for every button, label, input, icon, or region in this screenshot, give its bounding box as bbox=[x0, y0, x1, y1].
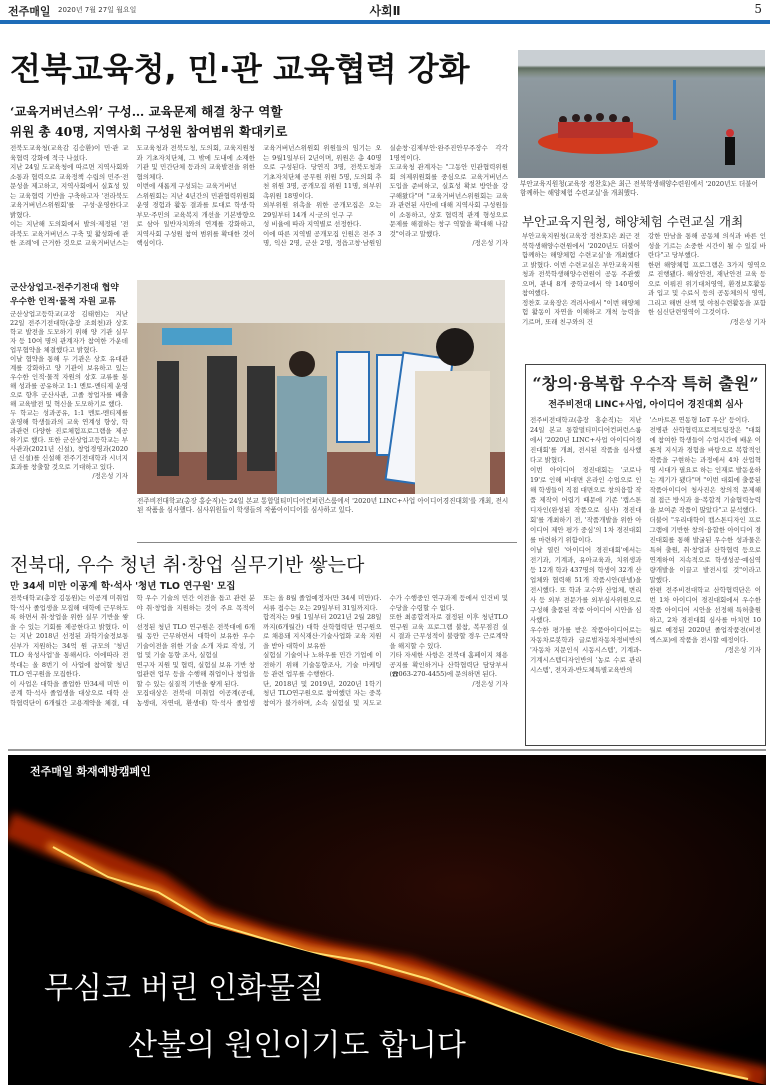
lead-headline: 전북교육청, 민·관 교육협력 강화 bbox=[10, 50, 470, 88]
jbnu-col-2: 이 사업은 대학을 졸업한 만34세 미만 이공계 학·석사 졸업생을 대상으로 대학 산학협력단이 6개월간 고용계약을 체결, 대학 우수 기술의 민간 이전을 돕고 관련 분야 취·창업을 지원하는 것이 주요 목적이다. 선정된 청년 TLO 연구원은 전북대에 6개월 동안 근무하면서 대학이 보유한 우수 기술이전을 위한 기술 소개 자료 작성, 기업 및 기술 동향 조사, 실험실 bbox=[10, 594, 255, 707]
lead-subhead-2: 위원 총 40명, 지역사회 구성원 참여범위 확대키로 bbox=[10, 124, 288, 139]
linc-article-box bbox=[525, 364, 766, 746]
page-number: 5 bbox=[754, 2, 762, 16]
gunsan-headline-2: 우수한 인적·물적 자원 교류 bbox=[10, 297, 117, 307]
lead-body bbox=[10, 144, 508, 249]
jbnu-subhead: 만 34세 미만 이공계 학·석사 '청년 TLO 연구원' 모집 bbox=[10, 581, 236, 592]
lead-col-1: 전북도교육청(교육감 김승환)이 민·관 교육협력 강화에 적극 나섰다. 지난 24일 도교육청에 따르면 지역사회와 소통과 협력으로 교육정책 수립의 민주·전문성을 제고하고, 지역사회에서 실효성 있는 교육협력 기반을 구축하고자 '전라북도 교육거버넌스위원회'를 구성·운영한다고 밝혔다. bbox=[10, 144, 129, 219]
lead-subhead-1: ‘교육거버넌스위’ 구성… 교육문제 해결 창구 역할 bbox=[10, 104, 283, 119]
buan-body bbox=[522, 232, 766, 327]
divider bbox=[137, 542, 517, 543]
linc-col-1: 전주비전대학교(총장 홍순직)는 지난 24일 본교 통합멀티미디어컨퍼런스룸에서 '2020년 LINC+사업 아이디어경진대회'를 개최, 전시된 작품을 심사했다고 밝혔다. 이번 아이디어 경진대회는 '코로나19'로 인해 비대면 온라인 수업으로 인해 학생들이 직접 대면으로 창의융합 작품 제작이 어렵기 때문에 기존 '캡스톤디자인(완성된 작품으로 심사) 경진대회'를 개최하기 전, '작품개발을 위한 아이디어 제안 평가 중심'의 1차 경진대회를 마련하기 위함이다. 이날 열린 '아이디어 경진대회'에서는 전기과, 기계과, 유아교육과, 치위생과 등 12개 학과 437명의 학생이 32개 산업체와 협력해 51개 작품시안(판넬)을 전시했다. 또 학과 교수와 산업체, 변리사 등 외부 전문가를 외부심사위원으로 구성해 출품된 작품 아이디어 시안을 심사했다. 우수한 평가를 받은 작품아이디어로는 자동차로봇학과 글로벌자동차정비반의 '자동차 지문인식 시동시스템', 기계과-기계시스템디자인반의 '농로 수로 관리시스템', 전자과-반도체특별교육반의 bbox=[530, 416, 642, 674]
exhibition-photo bbox=[137, 280, 505, 494]
exhibition-photo-art bbox=[137, 280, 505, 494]
buan-col-2: 강한 만남을 통해 공동체 의식과 바른 인성을 기르는 소중한 시간이 될 수 있길 바란다"고 당부했다. 한편 해양체험 프로그램은 3가지 영역으로 진행됐다. 해상안전, 재난안전 교육 등으로 이뤄진 위기대처영역, 환경보호활동과 입고 및 수료식 등의 공동체의식 영역, 그리고 해변 산책 및 야침수련활동을 포함한 심신단련영역이 그것이다. bbox=[648, 232, 766, 316]
ad-divider bbox=[8, 749, 766, 751]
jbnu-headline: 전북대, 우수 청년 취·창업 실무기반 쌓는다 bbox=[10, 554, 365, 576]
gunsan-headline-1: 군산상업고-전주기전대 협약 bbox=[10, 283, 119, 293]
buan-headline: 부안교육지원청, 해양체험 수련교실 개최 bbox=[522, 214, 744, 229]
buan-byline: /정은성 기자 bbox=[730, 317, 766, 326]
rafting-photo bbox=[518, 50, 765, 178]
jbnu-col-1: 전북대학교(총장 김동원)는 이공계 미취업 학·석사 졸업생을 모집해 대학에 근무하도록 하면서 취·창업을 위한 실무 기반을 쌓을 수 있는 기회를 제공한다고 밝혔다. 이는 지난 2018년 선정된 과학기술정보통신부가 지원하는 34억 원 규모의 '청년 TLO 육성사업'을 통해서다. 이에따라 전북대는 올 8번기 이 사업에 참여할 청년 TLO 연구원을 모집한다. bbox=[10, 594, 129, 678]
ad-line-2: 산불의 원인이기도 합니다 bbox=[128, 1028, 466, 1063]
fire-prevention-ad bbox=[8, 755, 766, 1085]
jbnu-col-4: 실험실 기술이나 노하우를 민간 기업에 이전하기 위해 기술동향조사, 기술 마케팅 등 관련 업무를 수행한다. 단, 2018년 및 2019년, 2020년 1학기 청년 TLO연구원으로 참여했던 자는 중복 참여가 불가하며, 소속 실험실 및 지도교수가 수행중인 연구과제 등에서 인건비 및 수당을 수령할 수 없다. 또한 최종합격자로 결정된 이후 청년TLO 연구원 교육 프로그램 불참, 복무점검 실시 결과 근무성적이 불량할 경우 근로계약을 해지할 수 있다. 기타 자세한 사항은 전북대 홈페이지 채용공지를 확인하거나 산학협력단 담당부서(☎063-270-4455)에 문의하면 된다. bbox=[263, 594, 508, 707]
exhibition-photo-caption: 전주비전대학교(총장 홍순직)는 24일 본교 통합멀티미디어컨퍼런스룸에서 '2020년 LINC+사업 아이디어경진대회'를 개최, 전시된 작품을 심사했다. 심사위원들이 학생들의 작품아이디어를 심사하고 있다. bbox=[137, 497, 509, 514]
header-rule bbox=[0, 20, 770, 24]
jbnu-col-3: 연구자 지원 및 협력, 실험실 보유 기반 창업관련 업무 등을 수행해 취업이나 창업을 할 수 있는 실질적 기반을 쌓게 된다. 모집대상은 전북대 미취업 이공계(공대, 농생대, 자연대, 환생대) 학·석사 졸업생 또는 올 8월 졸업예정자(만 34세 미만)다. 서류 접수는 오는 29일부터 31일까지다. 합격자는 9월 1일부터 2021년 2월 28일까지(6개월간) 대학 산학협력단 연구원으로 채용돼 지식재산·기술사업화 교육 지원을 받아 대학이 보유한 bbox=[136, 594, 382, 707]
ad-line-1: 무심코 버린 인화물질 bbox=[44, 971, 324, 1006]
linc-col-2: '스마트폰 연동형 IoT 우산' 등이다. 전병관 산학협력프로젝트팀장은 "대회에 참여한 학생들이 수업시간에 배운 이론적 지식과 경험을 바탕으로 복합적인 작품을 구현하는 과정에서 4차 산업혁명 시대가 필요로 하는 인재로 발돋움하는 계기가 됐다"며 "이번 대회에 출품된 작품아이디어 청사진은 창의적 문제해결 접근 방식과 융·복합적 기술협력능력을 보여준 작품이 많았다"고 분석했다. 더불어 "우리대학이 캡스톤디자인 프로그램에 기반한 창의·융합한 아이디어 경진대회를 통해 발굴된 우수한 성과물은 특허 출원, 취·창업과 산학협력 등으로 연계하여 지속적으로 학생성공·예심역량개발을 이끌고 발전시킬 것"이라고 말했다. 한편 전주비전대학교 산학협력단은 이번 1차 아이디어 경진대회에서 우수한 작품 아이디어 시안을 선정해 특허출원하고, 2차 경진대회 심사를 마치면 10월로 예정된 2020년 졸업작품전(비전엑스포)에 작품을 전시할 예정이다. bbox=[649, 416, 761, 644]
rafting-photo-art bbox=[518, 50, 765, 178]
ad-campaign-label: 전주매일 화재예방캠페인 bbox=[30, 765, 151, 778]
linc-byline: /정은성 기자 bbox=[725, 646, 761, 654]
section-title: 사회Ⅱ bbox=[369, 4, 401, 18]
lead-col-4: 성 비율에 따라 지역별로 선정한다. 이에 따른 지역별 공개모집 인원은 전주 3명, 익산 2명, 군산 2명, 정읍고창·남원임실순창·김제부안·완주진안무주장수 각각 1명씩이다. 도교육청 관계자는 "그동안 민관협력위원회 의제위원회를 중심으로 교육거버넌스 도입을 준비하고, 실효성 확보 방안을 강구해왔다"며 "교육거버넌스위원회는 교육과 관련된 사안에 대해 지역사회 구성원들이 소통하고, 상호 협력적 관계 형성으로 문제를 해결하는 창구 역할을 확대해 나갈 것"이라고 말했다. bbox=[263, 144, 508, 247]
rafting-photo-caption: 부안교육지원청(교육장 정찬호)은 최근 전북학생해양수련원에서 '2020년도 더불어 함께하는 해양체험 수련교실'을 개최했다. bbox=[520, 180, 759, 197]
linc-subhead: 전주비전대 LINC+사업, 아이디어 경진대회 심사 bbox=[548, 400, 743, 410]
jbnu-body bbox=[10, 594, 508, 708]
lead-col-2: 이는 지난해 도의회에서 발의·제정된 '전라북도 교육거버넌스 구축 및 활성화에 관한 조례'에 근거한 것으로 교육거버넌스는 도교육청과 전북도청, 도의회, 교육지원청과 기초자치단체, 그 밖에 도내에 소재한 기관 및 민간단체 등과의 교육발전을 위한 협의체다. 이번에 새롭게 구성되는 교육거버넌 bbox=[10, 144, 255, 247]
gunsan-byline: /정은성 기자 bbox=[92, 472, 128, 480]
jbnu-byline: /정은성 기자 bbox=[472, 679, 508, 688]
issue-date: 2020년 7월 27일 월요일 bbox=[58, 6, 137, 14]
lead-col-3: 스위원회는 지난 4년간의 민관협력위원회 운영 경험과 활동 결과를 토대로 학생·학부모·주민의 교육복지 개선을 기본방향으로 삼아 일반자치와의 연계를 강화하고, 지역사회 구성원 참여 범위를 확대한 것이 핵심이다. 교육거버넌스위원회 위원들의 임기는 오는 9월1일부터 2년이며, 위원은 총 40명으로 구성된다. 당연직 3명, 전북도청과 기초자치단체 공무원 위원 5명, 도의회 추천 위원 3명, 공개모집 위원 11명, 외부위촉위원 18명이다. 외부위원 위촉을 위한 공개모집은 오는 29일부터 14개 시·군의 인구 구 bbox=[136, 144, 382, 247]
masthead-logo: 전주매일 bbox=[8, 5, 51, 18]
linc-headline: “창의·융복합 우수작 특허 출원” bbox=[532, 374, 759, 393]
lead-byline: /정은성 기자 bbox=[472, 239, 508, 247]
gunsan-body: 군산상업고등학교(교장 김태현)는 지난 22일 전주기전대학(총장 조희천)과 상호 학교 발전을 도모하기 위해 양 기관 실무자 등 10여 명의 관계자가 참여한 가운데 업무협약을 체결했다고 밝혔다. 이날 협약을 통해 두 기관은 상호 유대관계를 강화하고 양 기관이 보유하고 있는 우수한 인적·물적 자원의 상호 교류를 통해 성과를 공유하고 1:1 멘토-멘티제 운영으로 향후 군산사관, 고졸 창업자를 배출해 교육발전 및 혁신을 도모하기로 했다. 두 학교는 성과공유, 1:1 멘토-멘티제를 운영해 학생들과의 교육 연계성 향상, 학과관련 다양한 진로체험프로그램을 제공하기로 했다. 또한 군산상업고등학교는 부사관과(2021년 신설), 창업경영과(2020년 신설)를 신설해 전주기전대학과 시너지효과를 창출할 것으로 기대하고 있다. /정은성 기자 bbox=[10, 310, 128, 480]
buan-col-1: 부안교육지원청(교육장 정찬호)은 최근 전북학생해양수련원에서 '2020년도 더불어 함께하는 해양체험 수련교실'을 개최했다고 밝혔다. 이번 수련교실은 부안교육지원청과 전북학생해양수련원이 공동 주관했으며, 관내 8개 중학교에서 약 140명이 참여했다. 정찬호 교육장은 격려사에서 "이번 해양체험 활동이 자연을 이해하고 개척 능력을 기르며, 또래 친구와의 건 bbox=[522, 232, 641, 326]
linc-body bbox=[530, 415, 761, 675]
